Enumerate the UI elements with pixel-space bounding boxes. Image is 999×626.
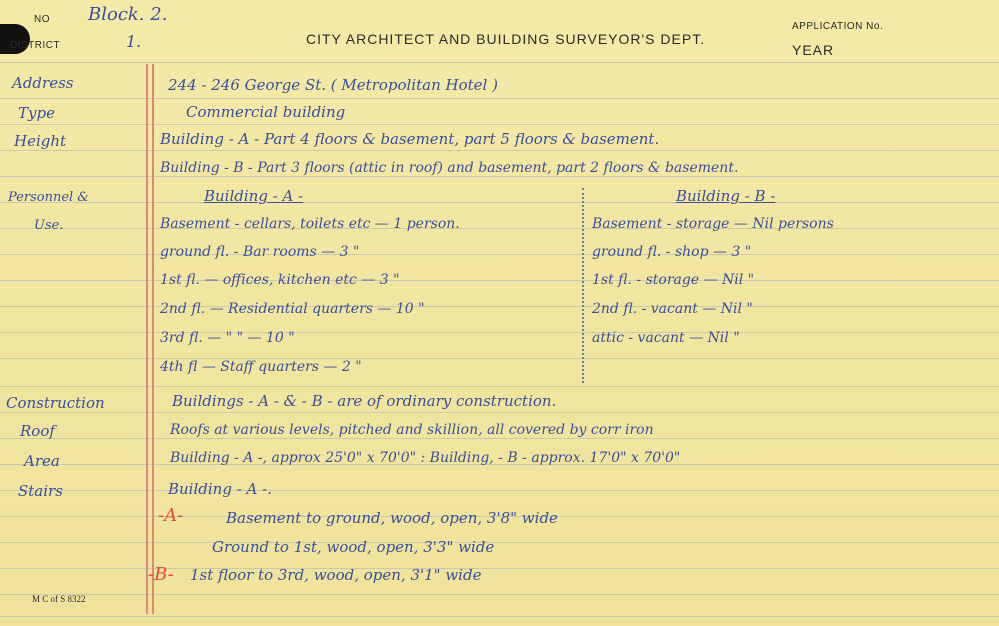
building-b-heading: Building - B - (676, 187, 776, 205)
district-value: 1. (126, 32, 142, 51)
no-value: Block. 2. (88, 4, 168, 25)
ruled-line (0, 124, 999, 125)
entry-stairs-a2: Ground to 1st, wood, open, 3'3" wide (212, 538, 495, 556)
label-roof: Roof (20, 422, 55, 440)
building-a-row: 1st fl. — offices, kitchen etc — 3 " (160, 272, 400, 288)
label-height: Height (14, 132, 67, 150)
district-label: DISTRICT (10, 40, 61, 51)
entry-stairs-b1: 1st floor to 3rd, wood, open, 3'1" wide (190, 566, 482, 584)
label-type: Type (18, 104, 55, 122)
building-a-row: Basement - cellars, toilets etc — 1 person. (160, 216, 460, 232)
ruled-line (0, 176, 999, 177)
department-title: CITY ARCHITECT AND BUILDING SURVEYOR'S DEPT. (306, 31, 706, 47)
building-a-row: ground fl. - Bar rooms — 3 " (160, 244, 360, 260)
building-a-row: 4th fl — Staff quarters — 2 " (160, 359, 362, 375)
building-a-row: 3rd fl. — " " — 10 " (160, 330, 295, 346)
entry-stairs-heading: Building - A -. (168, 480, 272, 498)
year-label: YEAR (792, 42, 835, 58)
label-stairs: Stairs (18, 482, 63, 500)
no-label: NO (34, 14, 50, 25)
ruled-line (0, 202, 999, 203)
ruled-line (0, 412, 999, 413)
building-b-row: 1st fl. - storage — Nil " (592, 272, 755, 288)
building-b-row: Basement - storage — Nil persons (592, 216, 834, 232)
margin-line-right (152, 64, 154, 614)
building-b-row: attic - vacant — Nil " (592, 330, 740, 346)
building-b-row: ground fl. - shop — 3 " (592, 244, 752, 260)
entry-construction: Buildings - A - & - B - are of ordinary construction. (172, 392, 557, 410)
column-divider (582, 188, 584, 383)
entry-type: Commercial building (186, 103, 346, 121)
label-use: Use. (34, 218, 64, 233)
entry-height-b: Building - B - Part 3 floors (attic in roof) and basement, part 2 floors & basement. (160, 160, 739, 176)
entry-address: 244 - 246 George St. ( Metropolitan Hotel ) (168, 76, 498, 94)
label-area: Area (24, 452, 60, 470)
label-personnel: Personnel & (8, 190, 89, 205)
margin-line-left (146, 64, 148, 614)
entry-area: Building - A -, approx 25'0" x 70'0" : Building, - B - approx. 17'0" x 70'0" (170, 450, 681, 466)
ruled-line (0, 150, 999, 151)
form-number: M C of S 8322 (32, 594, 86, 604)
stairs-a-mark: -A- (158, 505, 184, 526)
label-construction: Construction (6, 394, 105, 412)
ruled-line (0, 254, 999, 255)
ruled-line (0, 306, 999, 307)
ruled-line (0, 332, 999, 333)
ruled-line (0, 98, 999, 99)
ruled-line (0, 386, 999, 387)
label-address: Address (12, 74, 74, 92)
header-rule (0, 62, 999, 63)
ruled-line (0, 616, 999, 617)
stairs-b-mark: -B- (148, 564, 174, 585)
entry-roof: Roofs at various levels, pitched and skillion, all covered by corr iron (170, 422, 654, 438)
ruled-line (0, 438, 999, 439)
ruled-line (0, 542, 999, 543)
ruled-line (0, 490, 999, 491)
entry-stairs-a1: Basement to ground, wood, open, 3'8" wide (226, 509, 558, 527)
application-label: APPLICATION No. (792, 21, 884, 32)
ruled-line (0, 228, 999, 229)
building-b-row: 2nd fl. - vacant — Nil " (592, 301, 753, 317)
entry-height-a: Building - A - Part 4 floors & basement, part 5 floors & basement. (160, 130, 660, 148)
ruled-line (0, 594, 999, 595)
building-a-row: 2nd fl. — Residential quarters — 10 " (160, 301, 425, 317)
building-a-heading: Building - A - (204, 187, 304, 205)
ruled-line (0, 280, 999, 281)
ruled-line (0, 358, 999, 359)
